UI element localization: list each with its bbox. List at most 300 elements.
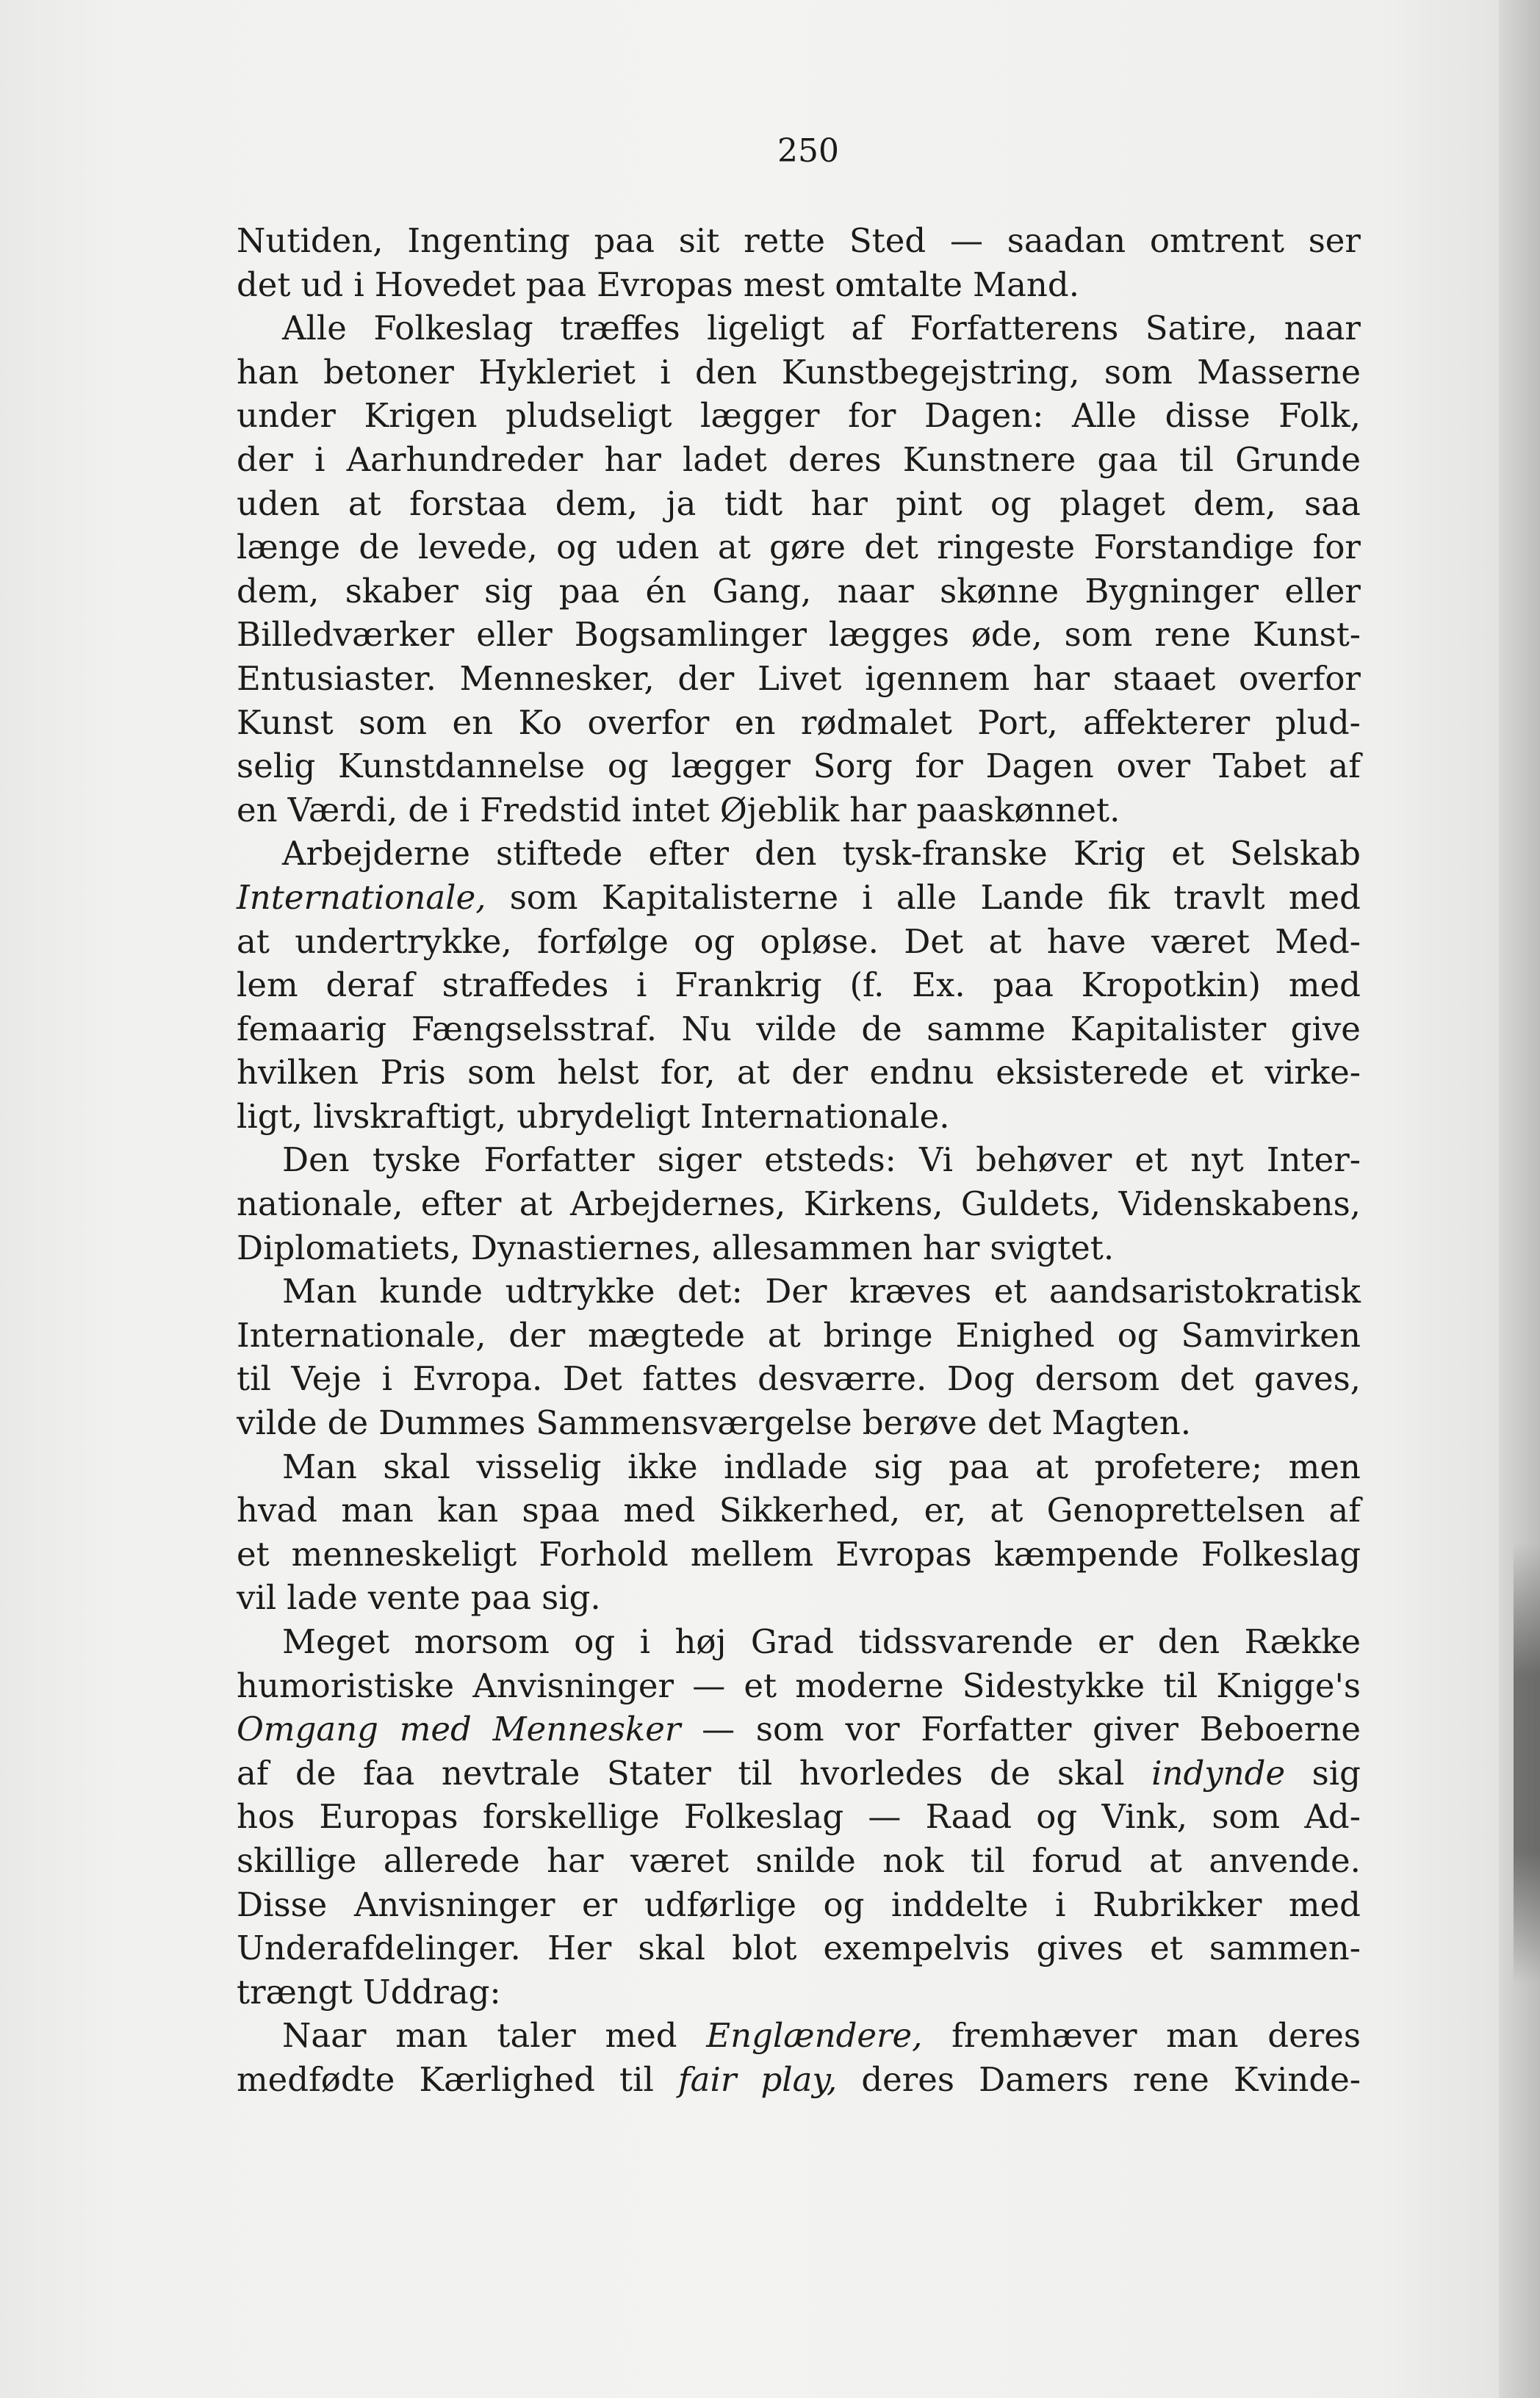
text-line	[237, 263, 1361, 307]
word: forfølge	[537, 921, 669, 961]
scan-edge	[1499, 0, 1540, 2398]
word: travlt	[1173, 877, 1265, 917]
word: Damers	[979, 2059, 1109, 2099]
word: sig	[484, 571, 533, 611]
word: Nutiden,	[237, 221, 384, 260]
text-line	[237, 788, 1361, 832]
word: allesammen	[711, 1228, 913, 1267]
word: Folkeslag	[1201, 1534, 1361, 1574]
word: øde,	[971, 615, 1043, 655]
word: have	[1046, 921, 1126, 961]
word: kæmpende	[993, 1534, 1179, 1574]
word: plaget	[1059, 483, 1165, 523]
word: Vi	[918, 1140, 954, 1180]
text-line	[237, 1883, 1361, 1927]
word: til	[619, 2059, 654, 2099]
text-line	[237, 744, 1361, 788]
word: Arbejdernes,	[570, 1184, 786, 1224]
word: paa	[558, 571, 620, 611]
word: tysk-franske	[842, 834, 1048, 874]
word: Folkeslag	[683, 1797, 844, 1837]
word: den	[1157, 1622, 1220, 1661]
word: den	[755, 834, 817, 874]
word: med	[623, 1491, 696, 1530]
word: mest	[743, 264, 825, 304]
text-line	[237, 1138, 1361, 1182]
word: disse	[1165, 396, 1251, 436]
word: Dynastiernes,	[470, 1228, 702, 1267]
word: som	[467, 1053, 536, 1092]
word: skaber	[345, 571, 458, 611]
word: paa	[470, 1578, 532, 1618]
word: Den	[282, 1140, 350, 1180]
word: faa	[363, 1753, 415, 1793]
word: en	[452, 702, 494, 742]
word: de	[989, 1753, 1031, 1793]
word: virke-	[1264, 1053, 1361, 1092]
word: —	[868, 1797, 902, 1837]
text-line	[237, 1401, 1361, 1445]
word: ubrydeligt	[517, 1096, 691, 1136]
word: Englændere,	[706, 2016, 923, 2056]
text-line	[237, 569, 1361, 613]
scan-shadow	[1514, 1543, 1540, 1984]
text-line	[237, 525, 1361, 569]
word: indynde	[1151, 1753, 1286, 1793]
word: eksisterede	[996, 1053, 1190, 1092]
word: deres	[788, 439, 882, 479]
text-line	[237, 832, 1361, 876]
word: morsom	[414, 1622, 550, 1661]
word: paa	[993, 965, 1054, 1005]
word: i	[639, 1622, 650, 1661]
word: lem	[237, 965, 298, 1005]
word: kan	[437, 1491, 499, 1530]
word: femaarig	[237, 1009, 387, 1048]
word: Diplomatiets,	[237, 1228, 461, 1267]
text-line	[237, 701, 1361, 745]
word: —	[692, 1666, 726, 1705]
word: Veje	[291, 1359, 362, 1399]
word: visselig	[476, 1447, 602, 1486]
word: Hykleriet	[478, 352, 636, 392]
word: Tabet	[1212, 746, 1306, 786]
word: har	[1032, 658, 1090, 698]
word: Sorg	[813, 746, 893, 786]
word: Satire,	[1145, 309, 1258, 348]
word: for	[1312, 528, 1361, 567]
word: Værdi,	[287, 790, 398, 829]
word: inddelte	[890, 1884, 1029, 1924]
word: udførlige	[644, 1884, 796, 1924]
word: Grad	[750, 1622, 834, 1661]
word: gaa	[1097, 439, 1158, 479]
word: paaskønnet.	[916, 790, 1120, 829]
word: intet	[631, 790, 710, 829]
word: der	[677, 658, 735, 698]
word: et	[237, 1534, 270, 1574]
word: Mand.	[973, 264, 1080, 304]
text-line	[237, 1707, 1361, 1751]
word: ud	[301, 264, 344, 304]
word: moderne	[795, 1666, 944, 1705]
word: medfødte	[237, 2059, 395, 2099]
word: ligeligt	[707, 309, 825, 348]
word: er	[1098, 1622, 1134, 1661]
word: Sikkerhed,	[719, 1491, 901, 1530]
word: Evropas	[597, 264, 733, 304]
word: til	[971, 1840, 1005, 1880]
word: Knigge's	[1216, 1666, 1361, 1705]
word: Her	[547, 1929, 612, 1968]
word: et	[993, 1272, 1027, 1311]
word: hvorledes	[799, 1753, 963, 1793]
word: vil	[237, 1578, 277, 1618]
word: med	[605, 2016, 677, 2056]
word: ladet	[683, 439, 767, 479]
word: eller	[476, 615, 553, 655]
word: med	[1288, 877, 1361, 917]
word: kunde	[379, 1272, 483, 1311]
word: —	[702, 1710, 735, 1749]
word: giver	[1093, 1710, 1179, 1749]
word: Øjeblik	[719, 790, 840, 829]
word: men	[1288, 1447, 1361, 1486]
text-line	[237, 613, 1361, 657]
text-line	[237, 1576, 1361, 1620]
word: Det	[562, 1359, 622, 1399]
word: svigtet.	[990, 1228, 1115, 1267]
word: Rubrikker	[1093, 1884, 1262, 1924]
word: sammen-	[1209, 1929, 1361, 1968]
text-line	[237, 1926, 1361, 1970]
word: over	[1116, 746, 1191, 786]
word: affekterer	[1083, 702, 1251, 742]
word: Det	[904, 921, 964, 961]
word: spaa	[522, 1491, 600, 1530]
word: behøver	[976, 1140, 1112, 1180]
word: rene	[1133, 2059, 1209, 2099]
word: man	[395, 2016, 468, 2056]
text-line	[237, 1488, 1361, 1533]
word: dem,	[237, 571, 320, 611]
word: det	[1179, 1359, 1234, 1399]
word: af	[1328, 1491, 1361, 1530]
word: endnu	[869, 1053, 974, 1092]
word: omtalte	[835, 264, 963, 304]
text-line	[237, 482, 1361, 526]
word: som	[1064, 615, 1133, 655]
word: vente	[367, 1578, 461, 1618]
word: Nu	[681, 1009, 732, 1048]
word: Mennesker,	[459, 658, 655, 698]
word: Kærlighed	[419, 2059, 595, 2099]
word: hvilken	[237, 1053, 359, 1092]
word: Hovedet	[374, 264, 516, 304]
word: omtrent	[1149, 221, 1284, 260]
word: bringe	[823, 1315, 933, 1355]
word: eller	[1284, 571, 1361, 611]
word: vilde	[756, 1009, 837, 1048]
word: som	[1104, 352, 1173, 392]
word: i	[660, 352, 671, 392]
word: dem,	[555, 483, 638, 523]
word: gaves,	[1253, 1359, 1361, 1399]
text-line	[237, 350, 1361, 395]
text-line	[237, 1620, 1361, 1664]
word: Samvirken	[1181, 1315, 1361, 1355]
word: Internationale.	[700, 1096, 950, 1136]
word: Internationale,	[237, 1315, 486, 1355]
word: selig	[237, 746, 316, 786]
word: ligt,	[237, 1096, 303, 1136]
word: er	[582, 1884, 618, 1924]
word: sit	[678, 221, 720, 260]
word: de	[295, 1753, 337, 1793]
word: Man	[282, 1272, 357, 1311]
word: uden	[616, 528, 699, 567]
word: nok	[882, 1840, 944, 1880]
word: mellem	[690, 1534, 814, 1574]
word: og	[556, 528, 597, 567]
word: ser	[1308, 221, 1361, 260]
word: play,	[760, 2059, 838, 2099]
text-line	[237, 2014, 1361, 2058]
word: et	[1210, 1053, 1244, 1092]
word: helst	[557, 1053, 639, 1092]
word: fik	[1107, 877, 1151, 917]
word: saa	[1304, 483, 1361, 523]
word: som	[1212, 1797, 1281, 1837]
word: til	[1179, 439, 1214, 479]
word: at	[767, 1315, 801, 1355]
word: rødmalet	[800, 702, 952, 742]
word: er,	[924, 1491, 967, 1530]
word: deres	[861, 2059, 955, 2099]
word: længe	[237, 528, 341, 567]
text-line	[237, 1270, 1361, 1314]
word: en	[734, 702, 776, 742]
word: Fængselsstraf.	[411, 1009, 658, 1048]
word: rene	[1154, 615, 1231, 655]
word: den	[694, 352, 758, 392]
word: Kropotkin)	[1081, 965, 1262, 1005]
word: de	[408, 790, 449, 829]
word: til	[1163, 1666, 1198, 1705]
word: Frankrig	[674, 965, 822, 1005]
word: ikke	[627, 1447, 698, 1486]
word: blot	[732, 1929, 797, 1968]
text-line	[237, 306, 1361, 350]
word: plud-	[1275, 702, 1361, 742]
text-line	[237, 1970, 1361, 2014]
word: i	[381, 1359, 392, 1399]
word: deraf	[325, 965, 414, 1005]
word: aandsaristokratisk	[1048, 1272, 1361, 1311]
word: har	[849, 790, 907, 829]
word: Forfatterens	[910, 309, 1119, 348]
word: betoner	[323, 352, 454, 392]
word: —	[949, 221, 983, 260]
word: efter	[648, 834, 729, 874]
word: Dog	[946, 1359, 1015, 1399]
word: af	[851, 309, 883, 348]
word: Kapitalister	[1070, 1009, 1267, 1048]
word: desværre.	[758, 1359, 927, 1399]
word: Enighed	[955, 1315, 1095, 1355]
word: naar	[1284, 309, 1361, 348]
word: Anvisninger	[353, 1884, 555, 1924]
word: skønne	[940, 571, 1059, 611]
word: et	[1134, 1140, 1168, 1180]
word: at	[237, 921, 270, 961]
word: Naar	[282, 2016, 367, 2056]
word: et	[744, 1666, 777, 1705]
word: alle	[896, 877, 957, 917]
word: hos	[237, 1797, 295, 1837]
word: forskellige	[482, 1797, 660, 1837]
word: deres	[1267, 2016, 1361, 2056]
word: Der	[765, 1272, 827, 1311]
word: træffes	[560, 309, 680, 348]
word: Folkeslag	[373, 309, 533, 348]
word: Entusiaster.	[237, 658, 436, 698]
word: Genoprettelsen	[1046, 1491, 1306, 1530]
word: tyske	[372, 1140, 461, 1180]
word: Europas	[319, 1797, 458, 1837]
word: Beboerne	[1199, 1710, 1361, 1749]
word: Internationale,	[237, 877, 486, 917]
word: kræves	[849, 1272, 972, 1311]
text-line	[237, 394, 1361, 438]
word: Evropa.	[412, 1359, 543, 1399]
word: lægges	[828, 615, 949, 655]
word: Kirkens,	[803, 1184, 943, 1224]
word: give	[1290, 1009, 1361, 1048]
word: overfor	[1239, 658, 1361, 698]
word: som	[509, 877, 578, 917]
word: man	[341, 1491, 414, 1530]
word: med	[399, 1710, 472, 1749]
word: Kvinde-	[1233, 2059, 1361, 2099]
word: i	[1055, 1884, 1066, 1924]
word: for	[848, 396, 896, 436]
word: for,	[660, 1053, 716, 1092]
word: med	[1288, 1884, 1361, 1924]
word: de	[327, 1403, 369, 1443]
word: som	[755, 1710, 824, 1749]
word: Ex.	[912, 965, 965, 1005]
word: vilde	[237, 1403, 317, 1443]
word: været	[630, 1840, 729, 1880]
word: paa	[594, 221, 655, 260]
word: dersom	[1035, 1359, 1160, 1399]
word: fair	[677, 2059, 737, 2099]
word: han	[237, 352, 299, 392]
word: det	[987, 1403, 1042, 1443]
word: taler	[497, 2016, 576, 2056]
word: Krig	[1073, 834, 1146, 874]
word: Forhold	[539, 1534, 669, 1574]
word: Folk,	[1278, 396, 1361, 436]
word: Billedværker	[237, 615, 455, 655]
word: været	[1151, 921, 1250, 961]
word: et	[1171, 834, 1204, 874]
word: at	[1035, 1447, 1068, 1486]
word: Anvisninger	[472, 1666, 674, 1705]
word: Disse	[237, 1884, 328, 1924]
word: mægtede	[588, 1315, 745, 1355]
word: det	[864, 528, 918, 567]
word: Fredstid	[480, 790, 622, 829]
word: Kapitalisterne	[601, 877, 839, 917]
word: fremhæver	[951, 2016, 1137, 2056]
word: rette	[744, 221, 826, 260]
text-line	[237, 963, 1361, 1007]
word: sig	[874, 1447, 923, 1486]
word: sig	[1311, 1753, 1361, 1793]
word: Forfatter	[921, 1710, 1072, 1749]
word: siger	[657, 1140, 742, 1180]
word: Masserne	[1197, 352, 1361, 392]
word: og	[1117, 1315, 1159, 1355]
text-line	[237, 1839, 1361, 1883]
word: paa	[949, 1447, 1010, 1486]
text-line	[237, 1051, 1361, 1095]
word: i	[314, 439, 325, 479]
word: nationale,	[237, 1184, 403, 1224]
word: skal	[638, 1929, 705, 1968]
word: det:	[677, 1272, 743, 1311]
word: Dummes	[378, 1403, 526, 1443]
word: af	[237, 1753, 269, 1793]
word: under	[237, 396, 336, 436]
word: for	[915, 746, 963, 786]
word: Bogsamlinger	[574, 615, 807, 655]
word: Selskab	[1230, 834, 1361, 874]
text-line	[237, 1007, 1361, 1051]
word: Evropas	[835, 1534, 972, 1574]
word: opløse.	[760, 921, 879, 961]
word: Meget	[282, 1622, 390, 1661]
word: til	[738, 1753, 773, 1793]
word: i	[862, 877, 873, 917]
word: Gang,	[712, 571, 812, 611]
word: at	[736, 1053, 770, 1092]
word: Række	[1244, 1622, 1361, 1661]
word: og	[574, 1622, 616, 1661]
word: tidt	[724, 483, 783, 523]
word: Sidestykke	[962, 1666, 1145, 1705]
word: at	[1148, 1840, 1182, 1880]
word: som	[359, 702, 428, 742]
word: de	[861, 1009, 902, 1048]
text-line	[237, 1095, 1361, 1139]
word: livskraftigt,	[312, 1096, 507, 1136]
word: at	[717, 528, 751, 567]
word: lægger	[700, 396, 820, 436]
word: der	[237, 439, 293, 479]
word: skal	[1057, 1753, 1125, 1793]
word: menneskeligt	[291, 1534, 517, 1574]
word: og	[607, 746, 649, 786]
word: Alle	[1072, 396, 1137, 436]
word: Underafdelinger.	[237, 1929, 521, 1968]
word: paa	[525, 264, 587, 304]
word: og	[823, 1884, 865, 1924]
word: Forstandige	[1093, 528, 1295, 567]
text-line	[237, 219, 1361, 263]
